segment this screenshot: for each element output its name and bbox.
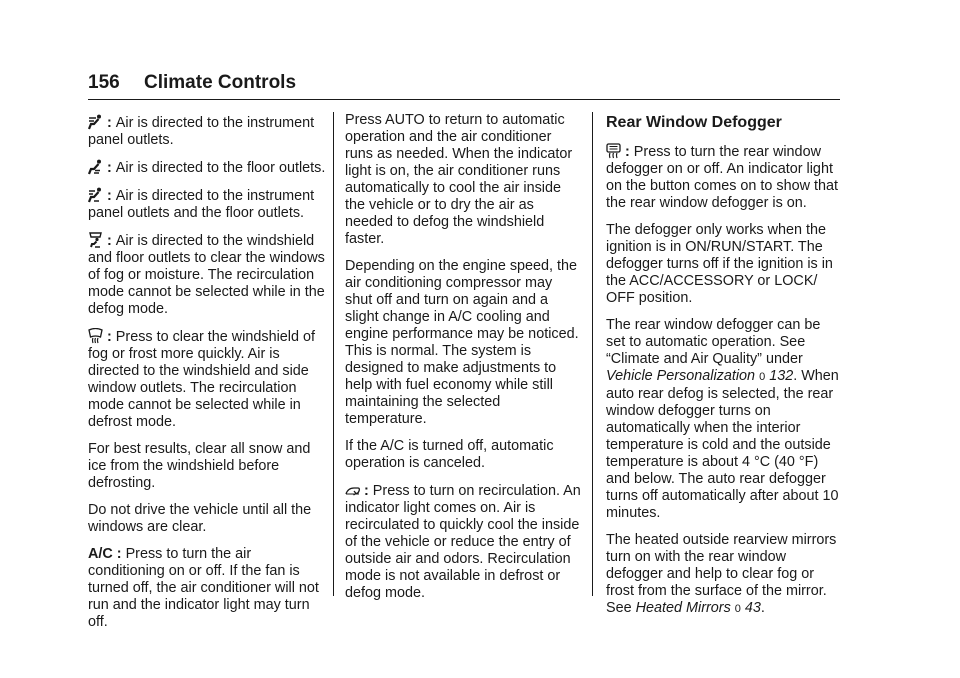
- heated-mirrors-text-pre: The heated outside rearview mirrors turn on with the rear window defogger and help to clear fog or frost from the surface of the mirror. See: [606, 532, 837, 616]
- floor-mode-separator: :: [103, 160, 116, 176]
- rear-defogger-paragraph: [606, 143, 840, 212]
- best-results-paragraph: For best results, clear all snow and ice from the windshield before defrosting.: [88, 441, 311, 491]
- auto-rear-defog-text-post: . When auto rear defog is selected, the rear window defogger turns on automatically when the interior temperature is cold and the outside temperature is about 4 °C (40 °F) and below. The auto rear defogger turns off automatically after about 10 minutes.: [606, 368, 839, 521]
- bilevel-mode-separator: :: [103, 188, 116, 204]
- page-ref-arrow-icon: 0: [734, 603, 741, 615]
- defrost-icon: [88, 328, 103, 344]
- ac-off-paragraph: If the A/C is turned off, automatic operation is canceled.: [345, 438, 554, 471]
- section-heading-rear-window-defogger: Rear Window Defogger: [606, 114, 782, 131]
- column-divider-right: [592, 112, 593, 596]
- vent-mode-icon: [88, 114, 103, 130]
- page-number: 156: [88, 72, 120, 93]
- defog-mode-text: Air is directed to the windshield and floor outlets to clear the windows of fog or moisture. The recirculation mode cannot be selected while in the defog mode.: [88, 233, 325, 317]
- floor-mode-text: Air is directed to the floor outlets.: [115, 160, 326, 176]
- engine-speed-paragraph: Depending on the engine speed, the air conditioning compressor may shut off and turn on again and a slight change in A/C cooling and engine performance may be noticed. This is normal. The system is designed to make adjustments to help with fuel economy while still maintaining the selected temperature.: [345, 258, 579, 427]
- vent-mode-paragraph: [88, 114, 328, 149]
- recirculation-separator: :: [360, 483, 373, 499]
- page-ref-arrow-icon: 0: [759, 371, 766, 383]
- auto-paragraph: Press AUTO to return to automatic operation and the air conditioner runs as needed. When the indicator light is on, the air conditioner runs automatically to cool the air inside the vehicle or to dry the air as needed to defog the windshield faster.: [345, 112, 573, 247]
- right-column: [606, 113, 840, 628]
- page-header: [88, 70, 840, 100]
- ac-text: Press to turn the air conditioning on or off. If the fan is turned off, the air conditioner will not run and the indicator light may turn off.: [88, 546, 319, 630]
- column-divider-left: [333, 112, 334, 596]
- recirculation-text: Press to turn on recirculation. An indicator light comes on. Air is recirculated to quickly cool the inside of the vehicle or reduce the entry of outside air and odors. Recirculation mode is not available in defrost or defog mode.: [345, 483, 581, 601]
- defrost-separator: :: [103, 329, 116, 345]
- vehicle-personalization-page[interactable]: 132: [769, 368, 794, 384]
- ac-paragraph: [88, 546, 328, 631]
- defrost-paragraph: [88, 328, 328, 431]
- ac-label: A/C :: [88, 546, 122, 562]
- defogger-ignition-paragraph: The defogger only works when the ignition is in ON/RUN/START. The defogger turns off if the ignition is in the ACC/ACCESSORY or LOCK/ OFF position.: [606, 222, 833, 306]
- recirculation-icon: [345, 482, 360, 498]
- defog-mode-paragraph: [88, 232, 328, 318]
- recirculation-paragraph: [345, 482, 583, 602]
- left-column: [88, 114, 328, 641]
- bilevel-mode-text: Air is directed to the instrument panel outlets and the floor outlets.: [88, 188, 315, 221]
- bilevel-mode-icon: [88, 187, 103, 203]
- rear-defogger-text: Press to turn the rear window defogger on or off. An indicator light on the button comes on to show that the rear window defogger is on.: [606, 144, 838, 211]
- rear-defogger-separator: :: [621, 144, 634, 160]
- heated-mirrors-page[interactable]: 43: [744, 600, 761, 616]
- drive-warning-paragraph: Do not drive the vehicle until all the windows are clear.: [88, 502, 312, 535]
- floor-mode-icon: [88, 159, 103, 175]
- vent-mode-separator: :: [103, 115, 116, 131]
- auto-rear-defog-text-pre: The rear window defogger can be set to automatic operation. See “Climate and Air Quality” under: [606, 317, 821, 367]
- heated-mirrors-text-post: .: [760, 600, 765, 616]
- auto-rear-defog-paragraph: [606, 317, 840, 522]
- heated-mirrors-paragraph: [606, 532, 840, 618]
- vehicle-personalization-link[interactable]: Vehicle Personalization: [606, 368, 756, 384]
- bilevel-mode-paragraph: [88, 187, 328, 222]
- page-title: Climate Controls: [144, 72, 297, 93]
- header-rule: [88, 99, 840, 100]
- floor-mode-paragraph: [88, 159, 328, 177]
- defog-mode-separator: :: [103, 233, 116, 249]
- defog-mode-icon: [88, 232, 103, 248]
- heated-mirrors-link[interactable]: Heated Mirrors: [635, 600, 731, 616]
- defrost-text: Press to clear the windshield of fog or frost more quickly. Air is directed to the windshield and side window outlets. The recirculation mode cannot be selected while in defrost mode.: [88, 329, 315, 430]
- rear-defogger-icon: [606, 143, 621, 159]
- vent-mode-text: Air is directed to the instrument panel outlets.: [88, 115, 315, 148]
- middle-column: [345, 112, 583, 612]
